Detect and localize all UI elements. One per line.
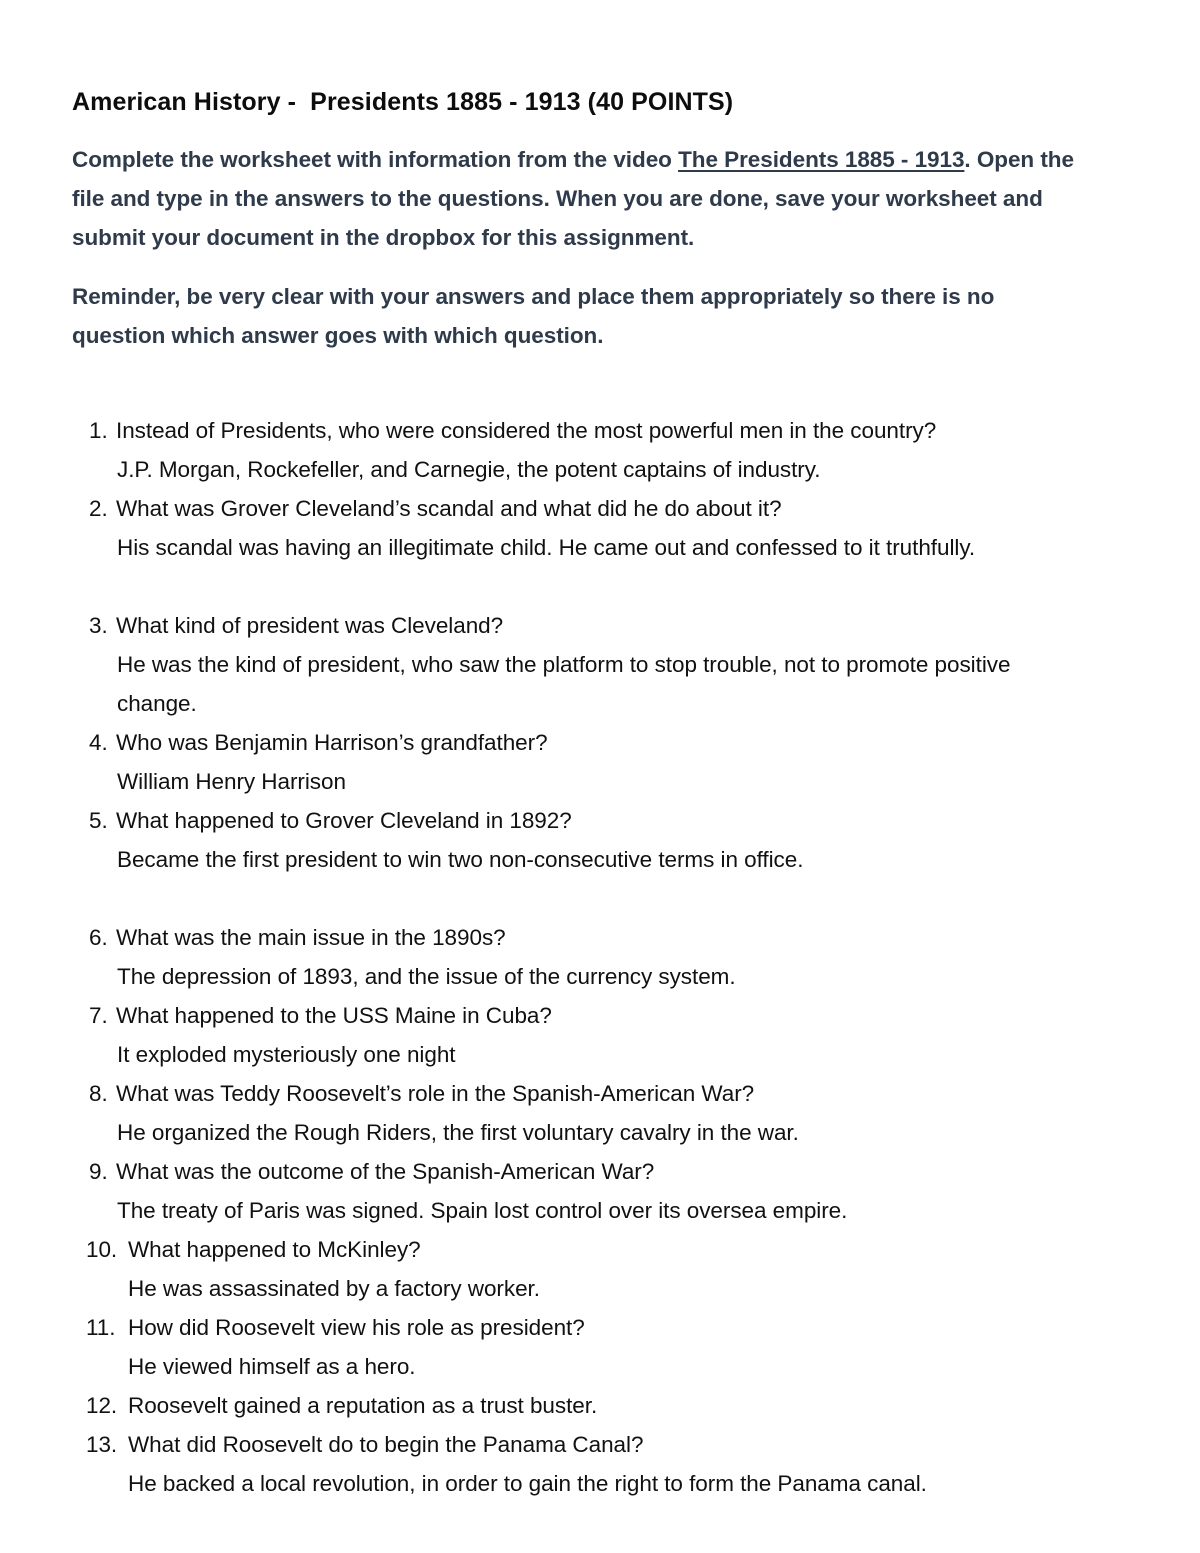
answer-text: The depression of 1893, and the issue of the currency system.: [117, 963, 736, 989]
question-number: 12.: [86, 1392, 118, 1418]
question-number: 7.: [89, 1002, 108, 1028]
list-item: [72, 489, 1082, 567]
question-text: How did Roosevelt view his role as president?: [128, 1314, 585, 1340]
question-answer-list: [72, 411, 1082, 1503]
list-item: [72, 1074, 1082, 1152]
question-body: [116, 723, 1082, 801]
answer-text: He backed a local revolution, in order to gain the right to form the Panama canal.: [128, 1470, 927, 1496]
list-item: [72, 1152, 1082, 1230]
question-body: [116, 1074, 1082, 1152]
question-number: 11.: [86, 1314, 116, 1340]
intro-text-before-link: Complete the worksheet with information from the video: [72, 146, 679, 172]
list-item: [72, 606, 1082, 723]
list-item: [72, 801, 1082, 879]
intro-paragraph-2: Reminder, be very clear with your answers and place them appropriately so there is no question which answer goes with which question.: [72, 283, 995, 348]
question-number: 13.: [86, 1431, 118, 1457]
question-number: 9.: [89, 1158, 108, 1184]
list-item: [72, 723, 1082, 801]
question-text: Roosevelt gained a reputation as a trust buster.: [128, 1392, 598, 1418]
question-body: [128, 1308, 1082, 1386]
list-item: [72, 996, 1082, 1074]
answer-text: It exploded mysteriously one night: [117, 1041, 456, 1067]
question-number: 1.: [89, 417, 108, 443]
list-item: [72, 1386, 1082, 1425]
question-text: What was the main issue in the 1890s?: [116, 924, 506, 950]
question-body: [116, 918, 1082, 996]
question-text: What was the outcome of the Spanish-American War?: [116, 1158, 655, 1184]
question-text: What kind of president was Cleveland?: [116, 612, 504, 638]
question-text: What happened to the USS Maine in Cuba?: [116, 1002, 552, 1028]
answer-text: William Henry Harrison: [117, 768, 346, 794]
answer-text: J.P. Morgan, Rockefeller, and Carnegie, the potent captains of industry.: [117, 456, 821, 482]
question-body: [116, 606, 1082, 723]
intro-paragraph-1: [72, 140, 1082, 257]
question-body: [128, 1425, 1082, 1503]
answer-text: He organized the Rough Riders, the first voluntary cavalry in the war.: [117, 1119, 799, 1145]
question-text: Instead of Presidents, who were considered the most powerful men in the country?: [116, 417, 937, 443]
answer-text: He was the kind of president, who saw the platform to stop trouble, not to promote positive change.: [117, 651, 1011, 716]
list-item: [72, 411, 1082, 489]
question-text: What was Grover Cleveland’s scandal and what did he do about it?: [116, 495, 782, 521]
question-body: [116, 1152, 1082, 1230]
question-number: 3.: [89, 612, 108, 638]
answer-text: He was assassinated by a factory worker.: [128, 1275, 540, 1301]
answer-text: He viewed himself as a hero.: [128, 1353, 416, 1379]
list-item: [72, 1308, 1082, 1386]
page-title: American History - Presidents 1885 - 1913 (40 POINTS): [72, 88, 734, 116]
question-body: [116, 411, 1082, 489]
question-body: [128, 1386, 1082, 1425]
intro-text-after-link: . Open the file and type in the answers to the questions. When you are done, save your worksheet and submit your document in the dropbox for this assignment.: [72, 146, 1074, 250]
answer-text: Became the first president to win two non-consecutive terms in office.: [117, 846, 804, 872]
question-number: 6.: [89, 924, 108, 950]
question-text: What happened to Grover Cleveland in 1892?: [116, 807, 572, 833]
question-number: 4.: [89, 729, 108, 755]
question-body: [116, 996, 1082, 1074]
answer-text: The treaty of Paris was signed. Spain lost control over its oversea empire.: [117, 1197, 848, 1223]
question-body: [128, 1230, 1082, 1308]
video-title-underlined: The Presidents 1885 - 1913: [678, 146, 965, 172]
question-text: What was Teddy Roosevelt’s role in the Spanish-American War?: [116, 1080, 755, 1106]
question-text: What happened to McKinley?: [128, 1236, 421, 1262]
list-item: [72, 1230, 1082, 1308]
list-item: [72, 918, 1082, 996]
question-number: 2.: [89, 495, 108, 521]
intro-instructions: [72, 140, 1082, 355]
question-text: Who was Benjamin Harrison’s grandfather?: [116, 729, 548, 755]
question-text: What did Roosevelt do to begin the Panama Canal?: [128, 1431, 644, 1457]
answer-text: His scandal was having an illegitimate child. He came out and confessed to it truthfully.: [117, 534, 976, 560]
question-body: [116, 489, 1082, 567]
list-item: [72, 1425, 1082, 1503]
question-body: [116, 801, 1082, 879]
question-number: 10.: [86, 1236, 118, 1262]
question-number: 8.: [89, 1080, 108, 1106]
question-number: 5.: [89, 807, 108, 833]
